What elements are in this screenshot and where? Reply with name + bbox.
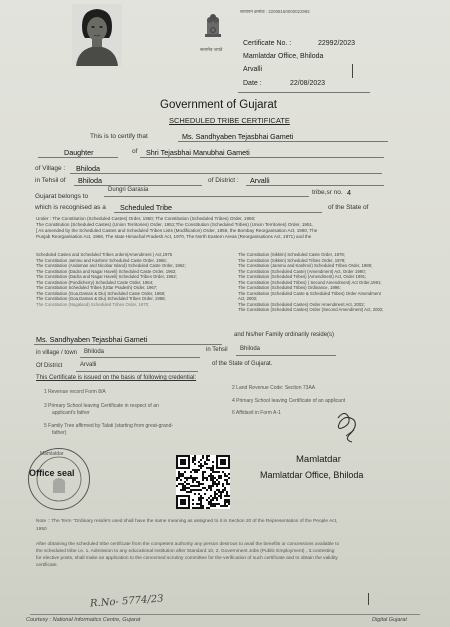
date-value: 22/08/2023 <box>290 80 326 87</box>
community-value: Dungri Garasia <box>108 187 149 193</box>
order-item: The Constitution Scheduled Tribes (Uttar Pradesh) Order, 1967; <box>36 285 158 290</box>
order-item: The Constitution (Pondicherry) Scheduled Caste Order, 1964; <box>36 279 154 285</box>
orders-right-column <box>238 252 418 313</box>
tehsil-value: Bhiloda <box>78 176 102 185</box>
residence-district-value: Arvalli <box>80 362 97 368</box>
residence-state-label: of the State of Gujarat. <box>212 361 273 367</box>
emblem-caption: सत्यमेव जयते <box>200 47 223 52</box>
order-item: The Constitution (Sikkim) Scheduled Tribes Order, 1978; <box>238 257 346 263</box>
residence-tehsil-value: Bhiloda <box>240 346 261 352</box>
credentials-heading: This Certificate is issued on the basis of following credential: <box>36 375 197 381</box>
credential-item: 1 Revenue record Form 8/A <box>44 389 106 395</box>
order-item: The Constitution (Scheduled Caste & Scheduled Tribes) Order Amendment <box>238 290 381 296</box>
residence-name: Ms. Sandhyaben Tejasbhai Gameti <box>36 335 148 344</box>
note-validity: the scheduled tribe i.e. 1. Admission to any educational institution after Standard 10, 2. Government Jobs (Public Employment) , 3.contesting <box>36 549 335 554</box>
orders-intro-line: Under : The Constitution (Scheduled Castes) Order, 1950; The Constitution (Scheduled Tribes) Order, 1950; <box>36 216 256 221</box>
signature-icon <box>332 408 362 449</box>
orders-left-column <box>36 252 236 307</box>
tehsil-label: in Tehsil of <box>35 177 66 184</box>
credential-item: 3 Primary School leaving Certificate in respect of an <box>44 403 159 409</box>
ink-mark <box>352 64 353 78</box>
tribe-sr-label: tribe,sr no. <box>312 189 343 196</box>
order-item: The Constitution (Scheduled Tribes) (Amendment) Act, Order 1991; <box>238 274 367 279</box>
applicant-name: Ms. Sandhyaben Tejasbhai Gameti <box>182 132 294 141</box>
residence-district-label: Of District <box>36 363 63 369</box>
relation-value: Daughter <box>64 148 94 157</box>
order-item: The Constitution (Sikkim) Scheduled Caste Order, 1978; <box>238 252 345 257</box>
signatory-office: Mamlatdar Office, Bhiloda <box>260 470 364 480</box>
order-item: The Constitution (Scheduled Tribes) Ordinance, 1996; <box>238 285 341 290</box>
office-seal <box>28 448 90 510</box>
of-label: of <box>132 148 138 155</box>
certificate-title: SCHEDULED TRIBE CERTIFICATE <box>169 116 290 125</box>
order-item: The Constitution (Scheduled Caste) (Amendment) Act, Order 1990; <box>238 268 366 274</box>
handwritten-register-no: R.No- 5774/23 <box>89 593 164 610</box>
order-item: The Constitution Jammu and Kashmir Scheduled Caste Order, 1956; <box>36 257 167 263</box>
order-item: Scheduled Castes and Scheduled Tribes orders(Amendment ) Act,1976 <box>36 252 173 257</box>
applicant-photo <box>72 4 122 66</box>
residence-village-label: in village / town <box>36 350 78 356</box>
certificate-no-value: 22992/2023 <box>318 40 355 47</box>
certificate-no-label: Certificate No. : <box>243 40 292 47</box>
note-ordinary-reside: Note :: The Term "Ordinary reside's used shall have the same meaning as assigned to it in Section 20 of the Representation of the People Act, <box>36 519 338 524</box>
office-seal-label: Office seal <box>29 468 75 478</box>
footer-brand: Digital Gujarat <box>372 617 407 623</box>
signatory-title: Mamlatdar <box>296 454 341 465</box>
credential-item: 4 Primary School leaving Certificate of an applicant <box>232 398 346 404</box>
order-item: The Constitution (Scheduled Castes) Order (Second Amendment) Act, 2002; <box>238 307 384 312</box>
credential-item: 5 Family Tree affirmed by Talati (starting from great-grand- <box>44 423 174 429</box>
tribe-sr-value: 4 <box>347 188 351 197</box>
credential-item: 2 Land Revenue Code: Section 73AA <box>232 385 316 391</box>
order-item: Act, 2002; <box>238 296 258 301</box>
certify-label: This is to certify that <box>90 133 148 140</box>
orders-intro-line: Punjab Reorganisation Act, 1966, The state Himachal Pradesh Act, 1970, The North Eastern Areas (Reorganisations Act, 1971) and the <box>36 233 312 239</box>
residence-tehsil-label: in Tehsil <box>206 347 228 353</box>
belongs-label: Gujarat belongs to <box>35 193 89 200</box>
orders-intro-line: [ As amended by the Scheduled Castes and Scheduled Tribes Lists (Modification) Order, 1956, the Bombay Reorganisation Act, 1960, The <box>36 227 318 233</box>
father-name: Shri Tejasbhai Manubhai Gameti <box>146 148 250 157</box>
district-value: Arvalli <box>250 176 270 185</box>
note-ordinary-reside-year: 1950 <box>36 527 47 532</box>
order-item: The Constitution (Jammu and Kashmir) Scheduled Tribes Order, 1989; <box>238 263 373 268</box>
order-item: The Constitution (Scheduled Tribes) ( Second Amendment) Act Order,1991; <box>238 279 382 285</box>
village-value: Bhiloda <box>76 164 100 173</box>
office-line: Mamlatdar Office, Bhiloda <box>243 53 324 60</box>
note-validity: certificate. <box>36 563 58 568</box>
ink-mark <box>368 593 369 605</box>
order-item: The Constitution (Andaman and Nicobar Island) Scheduled Caste Order, 1962; <box>36 263 186 268</box>
recognised-label: which is recognised as a <box>35 204 106 211</box>
residence-village-value: Bhiloda <box>84 349 105 355</box>
credential-item: father) <box>52 430 67 436</box>
orders-intro-line: The Constitution (Scheduled Castes) (Union Territories) Order, 1951;The Constitution (Scheduled Tribes) (Union Territories) Order, 1951, <box>36 221 314 227</box>
orders-intro <box>36 216 416 240</box>
credential-item: 6 Affidavit in Form A-1 <box>232 410 281 416</box>
footer-courtesy: Courtesy : National Informatics Centre, Gujarat <box>26 617 141 623</box>
order-item: The Constitution (Goa,Daman & Diu) Scheduled Caste Order, 1968; <box>36 290 166 296</box>
recognised-as-value: Scheduled Tribe <box>120 203 172 212</box>
village-label: of Village : <box>35 165 66 172</box>
order-item: The Constitution (Dadra and Nagar Haveli) Scheduled Tribes Order, 1962; <box>36 274 177 279</box>
seal-ring-text: Mamlatdar <box>40 451 64 457</box>
government-title: Government of Gujarat <box>160 99 277 111</box>
order-item: The Constitution (Scheduled Castes) Order Amendment Act, 2002; <box>238 301 365 307</box>
order-item: The Constitution (Goa,Daman & Diu) Scheduled Tribes Order, 1968; <box>36 296 166 301</box>
verification-serial: सत्यापन क्रमांक : 22008150000022992 <box>240 9 310 14</box>
note-validity: After obtaining the scheduled tribe certificate from the competent authority any person desirous to avail the benefits or concessions available to <box>36 542 340 547</box>
order-item: The Constitution (Nagaland) Scheduled Tribes Order, 1970; <box>36 301 150 307</box>
note-validity: for elective posts, shall make an application to the concerned scrutiny committee for the verification of such certificate and to obtain the validity <box>36 556 338 561</box>
of-state-label: of the State of <box>328 204 369 211</box>
state-emblem-icon <box>200 8 226 46</box>
date-label: Date : <box>243 80 262 87</box>
verification-qr-code <box>176 455 230 509</box>
family-note: and his/her Family ordinarily reside(s) <box>234 332 335 338</box>
district-line: Arvalli <box>243 66 263 73</box>
district-label: of District : <box>208 177 239 184</box>
credential-item: applicant's father <box>52 410 90 416</box>
order-item: The Constitution (Dadra and Nagar Haveli) Scheduled Caste Order, 1962; <box>36 268 177 274</box>
